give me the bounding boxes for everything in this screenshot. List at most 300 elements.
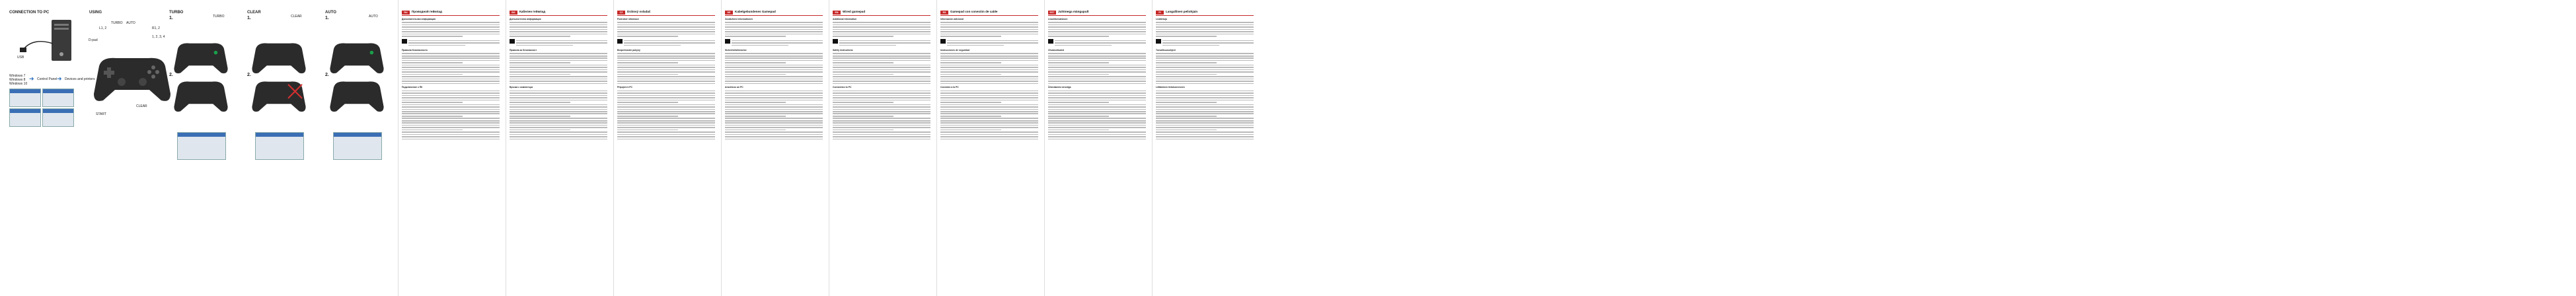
text-line [402, 95, 500, 96]
column-divider [1044, 0, 1045, 296]
text-line [833, 131, 930, 133]
text-line [510, 65, 607, 66]
text-line [402, 136, 500, 137]
text-line [510, 81, 607, 82]
text-line [833, 104, 930, 106]
text-line [833, 26, 930, 28]
text-line [617, 102, 678, 103]
gamepad-diagram [93, 53, 172, 106]
text-line [940, 130, 1001, 131]
text-line [1048, 113, 1146, 114]
text-line [725, 57, 823, 59]
text-line [1156, 91, 1254, 92]
manual-title: Kabelgebundenes Gamepad [735, 10, 776, 14]
language-code-badge: DE [725, 11, 733, 15]
text-line [940, 53, 1038, 54]
text-line [617, 57, 715, 59]
text-line [1048, 104, 1146, 106]
text-line [1048, 102, 1109, 103]
text-line [1048, 122, 1146, 124]
text-line [1048, 118, 1146, 119]
text-line [510, 74, 570, 75]
text-line [402, 106, 500, 108]
label-start: START [96, 112, 106, 116]
text-line [725, 125, 823, 126]
text-line [1156, 83, 1254, 85]
game-controller-settings-screenshot [255, 132, 304, 160]
gamepad-illustration [251, 40, 307, 77]
text-line [725, 60, 823, 61]
text-line [1156, 104, 1254, 106]
text-line [402, 91, 500, 92]
text-line [510, 139, 607, 140]
text-line [940, 106, 1038, 108]
text-line [833, 34, 930, 35]
text-line [940, 116, 1001, 117]
column-divider [936, 0, 937, 296]
manual-subheading: Zusätzliche Informationen [725, 18, 753, 20]
label-b1234: 1, 2, 3, 4 [152, 35, 165, 39]
manual-header [940, 9, 1038, 16]
text-line [1156, 95, 1254, 96]
text-line [833, 125, 930, 126]
text-line [833, 53, 930, 54]
text-line [833, 83, 930, 85]
text-line [833, 62, 893, 63]
warning-note [1156, 39, 1254, 47]
manual-subheading: Podrobné informace [617, 18, 639, 20]
manual-column-en [833, 9, 930, 141]
text-line [940, 139, 1038, 140]
text-line [617, 111, 715, 112]
warning-note [725, 39, 823, 47]
text-line [617, 76, 715, 77]
warning-icon [617, 39, 623, 44]
text-line [940, 97, 1038, 98]
text-line [617, 130, 678, 131]
text-line [402, 131, 500, 133]
text-line [510, 22, 607, 23]
text-line [940, 111, 1038, 112]
manual-header [402, 9, 500, 16]
text-line [1156, 53, 1254, 54]
text-line [940, 29, 1038, 30]
text-line [402, 71, 500, 73]
manual-section-heading: Връзка с компютъра [510, 86, 533, 89]
text-line [402, 67, 500, 68]
text-line [617, 36, 678, 37]
text-line [725, 104, 823, 106]
text-line [617, 24, 715, 26]
text-line [510, 34, 607, 35]
text-line [940, 79, 1038, 80]
windows-screenshot [42, 89, 74, 107]
manual-header [1156, 9, 1254, 16]
control-panel-label: Control Panel [37, 77, 57, 81]
manual-section-heading: Liittäminen tietokoneeseen [1156, 86, 1185, 89]
text-line [617, 53, 715, 54]
manual-section-heading: Connection to PC [833, 86, 852, 89]
text-line [1156, 31, 1254, 32]
warning-note [402, 39, 500, 47]
manual-header [1048, 9, 1146, 16]
text-line [402, 113, 500, 114]
text-line [1156, 65, 1254, 66]
label-r12: R1, 2 [152, 26, 160, 30]
text-line [1048, 67, 1146, 68]
text-line [833, 76, 930, 77]
text-line [725, 24, 823, 26]
manual-section-heading: Conexión a la PC [940, 86, 959, 89]
arrow-right-icon: ➜ [57, 75, 62, 82]
text-line [833, 71, 930, 73]
text-line [510, 31, 607, 32]
text-line [1156, 116, 1217, 117]
text-line [833, 113, 930, 114]
text-line [725, 95, 823, 96]
text-line [833, 92, 930, 94]
manual-header [617, 9, 715, 16]
text-line [617, 69, 715, 71]
text-line [617, 116, 678, 117]
manual-title: Gamepad con conexión de cable [950, 10, 998, 14]
text-line [940, 113, 1038, 114]
text-line [510, 102, 570, 103]
text-line [1048, 79, 1146, 80]
text-line [833, 74, 893, 75]
text-line [617, 26, 715, 28]
game-controller-settings-screenshot [333, 132, 382, 160]
text-line [1048, 57, 1146, 59]
warning-note [940, 39, 1038, 47]
text-line [510, 120, 607, 122]
using-title: USING [89, 11, 102, 15]
text-line [617, 79, 715, 80]
manual-section-heading: Sicherheitshinweise [725, 49, 747, 52]
text-line [725, 106, 823, 108]
text-line [1156, 71, 1254, 73]
text-line [510, 24, 607, 26]
warning-icon [1156, 39, 1161, 44]
warning-icon [725, 39, 730, 44]
text-line [617, 106, 715, 108]
text-line [510, 56, 607, 57]
text-line [1156, 62, 1217, 63]
column-divider [613, 0, 614, 296]
text-line [402, 29, 500, 30]
text-line [510, 79, 607, 80]
text-line [833, 29, 930, 30]
warning-icon [1048, 39, 1053, 44]
windows-step-2: Windows 8 [9, 78, 26, 82]
label-turbo: TURBO [111, 21, 123, 25]
text-line [1048, 26, 1146, 28]
text-line [510, 122, 607, 124]
auto-hint: AUTO [369, 15, 378, 18]
text-line [402, 130, 463, 131]
text-line [617, 91, 715, 92]
text-line [725, 81, 823, 82]
manual-title: Кабелен геймпад [519, 10, 546, 14]
text-line [725, 71, 823, 73]
text-line [1048, 92, 1146, 94]
text-line [617, 127, 715, 128]
text-line [402, 24, 500, 26]
text-line [725, 92, 823, 94]
manual-column-fi [1156, 9, 1254, 141]
language-code-badge: BG [510, 11, 517, 15]
text-line [510, 26, 607, 28]
text-line [1156, 69, 1254, 71]
turbo-step-2: 2. [169, 73, 173, 77]
label-l12: L1, 2 [99, 26, 107, 30]
label-auto: AUTO [126, 21, 135, 25]
text-line [1156, 92, 1254, 94]
text-line [617, 95, 715, 96]
manual-subheading: Lisätietoja [1156, 18, 1167, 20]
text-line [617, 100, 715, 101]
turbo-hint: TURBO [213, 15, 225, 18]
text-line [833, 95, 930, 96]
text-line [402, 34, 500, 35]
text-line [1048, 91, 1146, 92]
text-line [402, 57, 500, 59]
manual-header [510, 9, 607, 16]
text-line [833, 65, 930, 66]
text-line [725, 62, 786, 63]
manual-subheading: Lisainformatsioon [1048, 18, 1068, 20]
text-line [725, 113, 823, 114]
manual-subheading: Дополнительная информация [402, 18, 436, 20]
text-line [833, 139, 930, 140]
text-line [510, 127, 607, 128]
text-line [725, 79, 823, 80]
windows-step-1: Windows 7 [9, 74, 26, 78]
text-line [1048, 56, 1146, 57]
text-line [402, 22, 500, 23]
manual-column-bg [510, 9, 607, 141]
text-line [940, 57, 1038, 59]
text-line [402, 120, 500, 122]
text-line [402, 36, 463, 37]
text-line [510, 60, 607, 61]
text-line [940, 56, 1038, 57]
text-line [940, 34, 1038, 35]
warning-note [617, 39, 715, 47]
manual-title: Drátový ovladač [627, 10, 651, 14]
manual-section-heading: Připojení k PC [617, 86, 632, 89]
language-code-badge: ES [940, 11, 948, 15]
text-line [1048, 34, 1146, 35]
warning-icon [510, 39, 515, 44]
text-line [1048, 120, 1146, 122]
text-line [940, 120, 1038, 122]
text-line [510, 116, 570, 117]
text-line [1048, 83, 1146, 85]
text-line [510, 130, 570, 131]
manual-title: Langallinen peliohjain [1166, 10, 1198, 14]
text-line [940, 131, 1038, 133]
language-code-badge: EN [833, 11, 841, 15]
text-line [940, 24, 1038, 26]
manual-header [833, 9, 930, 16]
label-clear: CLEAR [136, 104, 147, 108]
text-line [725, 34, 823, 35]
text-line [725, 91, 823, 92]
text-line [940, 65, 1038, 66]
text-line [1048, 134, 1146, 135]
warning-icon [940, 39, 946, 44]
text-line [510, 131, 607, 133]
text-line [402, 60, 500, 61]
text-line [1048, 139, 1146, 140]
text-line [402, 100, 500, 101]
text-line [833, 127, 930, 128]
windows-screenshot [42, 108, 74, 127]
text-line [725, 139, 823, 140]
text-line [1048, 130, 1109, 131]
text-line [725, 131, 823, 133]
text-line [725, 36, 786, 37]
text-line [833, 116, 893, 117]
text-line [725, 83, 823, 85]
windows-step-3: Windows 10 [9, 82, 28, 86]
text-line [1156, 134, 1254, 135]
manual-section-heading: Instrucciones de seguridad [940, 49, 970, 52]
text-line [725, 118, 823, 119]
text-line [940, 69, 1038, 71]
gamepad-illustration [173, 78, 229, 115]
text-line [833, 122, 930, 124]
manual-column-ru [402, 9, 500, 141]
arrow-right-icon: ➜ [29, 75, 34, 82]
text-line [833, 69, 930, 71]
text-line [1048, 22, 1146, 23]
text-line [725, 111, 823, 112]
text-line [402, 122, 500, 124]
manual-section-heading: Safety instructions [833, 49, 853, 52]
text-line [617, 71, 715, 73]
language-code-badge: RU [402, 11, 410, 15]
text-line [402, 139, 500, 140]
text-line [833, 111, 930, 112]
text-line [617, 131, 715, 133]
text-line [402, 83, 500, 85]
text-line [1156, 130, 1217, 131]
text-line [940, 122, 1038, 124]
usb-label: USB [17, 56, 24, 59]
text-line [617, 29, 715, 30]
text-line [1156, 118, 1254, 119]
text-line [833, 97, 930, 98]
text-line [402, 62, 463, 63]
text-line [725, 56, 823, 57]
text-line [833, 109, 930, 110]
text-line [402, 69, 500, 71]
windows-screenshot [9, 108, 41, 127]
text-line [1156, 100, 1254, 101]
text-line [725, 122, 823, 124]
text-line [1156, 67, 1254, 68]
text-line [833, 60, 930, 61]
text-line [833, 91, 930, 92]
text-line [1048, 74, 1109, 75]
connection-title: CONNECTION TO PC [9, 11, 50, 15]
text-line [725, 102, 786, 103]
text-line [833, 24, 930, 26]
text-line [725, 97, 823, 98]
manual-section-heading: Bezpečnostní pokyny [617, 49, 640, 52]
text-line [617, 120, 715, 122]
text-line [402, 125, 500, 126]
gamepad-cancelled-illustration [251, 78, 307, 115]
language-code-badge: EST [1048, 11, 1056, 15]
text-line [617, 22, 715, 23]
text-line [1156, 120, 1254, 122]
text-line [510, 91, 607, 92]
gamepad-illustration [173, 40, 229, 77]
text-line [1156, 131, 1254, 133]
text-line [725, 134, 823, 135]
text-line [1156, 111, 1254, 112]
manual-header [725, 9, 823, 16]
text-line [402, 26, 500, 28]
text-line [617, 118, 715, 119]
clear-title: CLEAR [247, 11, 261, 15]
text-line [510, 95, 607, 96]
text-line [402, 56, 500, 57]
text-line [510, 67, 607, 68]
text-line [833, 31, 930, 32]
text-line [510, 69, 607, 71]
text-line [1048, 95, 1146, 96]
text-line [725, 74, 786, 75]
text-line [940, 91, 1038, 92]
text-line [1156, 127, 1254, 128]
text-line [402, 134, 500, 135]
text-line [617, 83, 715, 85]
manual-column-est [1048, 9, 1146, 141]
text-line [833, 106, 930, 108]
text-line [510, 71, 607, 73]
text-line [1048, 100, 1146, 101]
text-line [940, 127, 1038, 128]
text-line [940, 109, 1038, 110]
text-line [1156, 74, 1217, 75]
text-line [833, 134, 930, 135]
text-line [940, 31, 1038, 32]
text-line [940, 95, 1038, 96]
column-divider [721, 0, 722, 296]
text-line [1156, 22, 1254, 23]
text-line [510, 136, 607, 137]
text-line [402, 53, 500, 54]
text-line [617, 81, 715, 82]
text-line [1048, 97, 1146, 98]
text-line [617, 31, 715, 32]
text-line [1156, 122, 1254, 124]
auto-step-2: 2. [325, 73, 329, 77]
manual-title: Juhtmega mängupult [1058, 10, 1089, 14]
text-line [510, 36, 570, 37]
text-line [1048, 36, 1109, 37]
text-line [617, 34, 715, 35]
text-line [940, 134, 1038, 135]
text-line [510, 109, 607, 110]
clear-hint: CLEAR [291, 15, 302, 18]
text-line [402, 65, 500, 66]
text-line [940, 36, 1001, 37]
